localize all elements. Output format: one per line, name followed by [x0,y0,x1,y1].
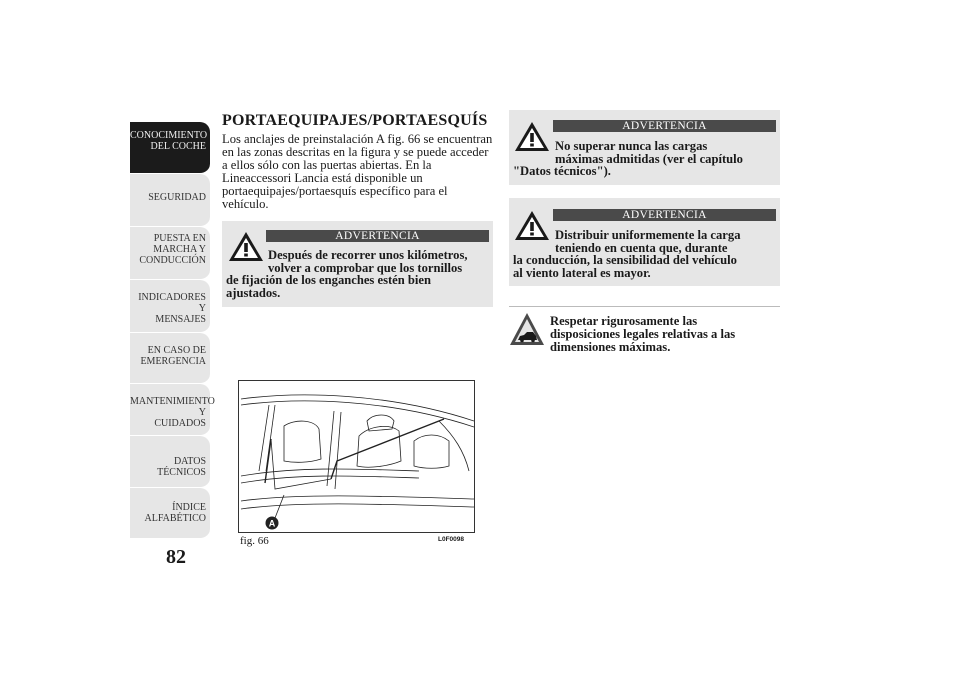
section-body: Los anclajes de preinstalación A fig. 66 se encuentran en las zonas descritas en la figura y se puede acceder a ellos sólo con las puertas abiertas. En la Lineaccessori Lancia está disponible un portaequipajes/portaesquís específico para el vehículo. [222,132,493,211]
tab-conocimiento-del-coche[interactable]: CONOCIMIENTO DEL COCHE [130,122,210,174]
divider [509,306,780,307]
tab-datos-tecnicos[interactable]: DATOS TÉCNICOS [130,436,210,488]
warning-header: ADVERTENCIA [553,209,776,221]
tab-indicadores-y-mensajes[interactable]: INDICADORES Y MENSAJES [130,280,210,333]
section-title: PORTAEQUIPAJES/PORTAESQUÍS [222,112,488,129]
tab-en-caso-de-emergencia[interactable]: EN CASO DE EMERGENCIA [130,333,210,384]
environment-note-text: Respetar rigurosamente las disposiciones legales relativas a las dimensiones máximas. [550,314,736,354]
warning-box-3 [509,198,780,286]
environment-car-icon [509,312,545,346]
figure-code: L0F0098 [438,536,465,543]
callout-a: A [268,518,276,529]
tab-mantenimiento-y-cuidados[interactable]: MANTENIMIENTO Y CUIDADOS [130,384,210,436]
tab-puesta-en-marcha[interactable]: PUESTA EN MARCHA Y CONDUCCIÓN [130,227,210,280]
warning-header: ADVERTENCIA [553,120,776,132]
warning-text: Después de recorrer unos kilómetros, volver a comprobar que los tornillos de fijación de los enganches estén bien ajustados. [226,248,468,300]
warning-box-2 [509,110,780,185]
tab-indice-alfabetico[interactable]: ÍNDICE ALFABÉTICO [130,488,210,539]
car-roof-anchor-illustration [239,381,474,532]
warning-text: No superar nunca las cargas máximas admitidas (ver el capítulo "Datos técnicos"). [513,139,743,178]
warning-header: ADVERTENCIA [266,230,489,242]
tab-seguridad[interactable]: SEGURIDAD [130,174,210,227]
figure-caption: fig. 66 [240,535,269,547]
page-number: 82 [166,546,186,568]
warning-box-1 [222,221,493,307]
figure-66 [238,380,475,533]
warning-text: Distribuir uniformemente la carga teniendo en cuenta que, durante la conducción, la sensibilidad del vehículo al viento lateral es mayor. [513,228,741,280]
